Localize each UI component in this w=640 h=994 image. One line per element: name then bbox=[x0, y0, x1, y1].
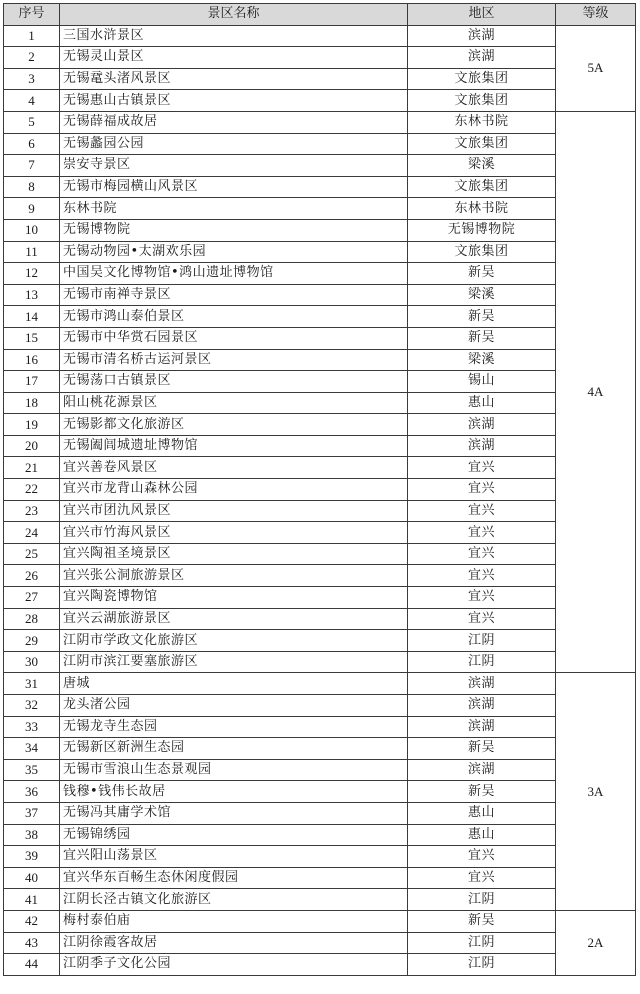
row-index: 44 bbox=[4, 954, 60, 976]
row-index: 34 bbox=[4, 738, 60, 760]
region-cell: 宜兴 bbox=[408, 543, 556, 565]
table-body bbox=[4, 25, 636, 975]
table-row bbox=[4, 695, 636, 717]
scenic-spot-name: 无锡蠡园公园 bbox=[60, 133, 408, 155]
scenic-spot-name: 宜兴张公洞旅游景区 bbox=[60, 565, 408, 587]
scenic-spot-name: 江阴市学政文化旅游区 bbox=[60, 630, 408, 652]
table-row bbox=[4, 327, 636, 349]
header-name: 景区名称 bbox=[60, 4, 408, 26]
scenic-spot-name: 江阴长泾古镇文化旅游区 bbox=[60, 889, 408, 911]
row-index: 15 bbox=[4, 327, 60, 349]
row-index: 12 bbox=[4, 263, 60, 285]
scenic-spot-name: 无锡博物院 bbox=[60, 219, 408, 241]
table-row bbox=[4, 371, 636, 393]
region-cell: 东林书院 bbox=[408, 198, 556, 220]
region-cell: 梁溪 bbox=[408, 349, 556, 371]
table-row bbox=[4, 68, 636, 90]
table-row bbox=[4, 954, 636, 976]
row-index: 41 bbox=[4, 889, 60, 911]
region-cell: 滨湖 bbox=[408, 25, 556, 47]
table-row bbox=[4, 673, 636, 695]
region-cell: 滨湖 bbox=[408, 759, 556, 781]
region-cell: 滨湖 bbox=[408, 716, 556, 738]
row-index: 9 bbox=[4, 198, 60, 220]
row-index: 27 bbox=[4, 587, 60, 609]
scenic-spot-name: 无锡市中华赏石园景区 bbox=[60, 327, 408, 349]
scenic-spot-name: 宜兴善卷风景区 bbox=[60, 457, 408, 479]
row-index: 40 bbox=[4, 867, 60, 889]
region-cell: 文旅集团 bbox=[408, 133, 556, 155]
scenic-spot-name: 无锡市鸿山泰伯景区 bbox=[60, 306, 408, 328]
scenic-spot-name: 无锡影都文化旅游区 bbox=[60, 414, 408, 436]
region-cell: 江阴 bbox=[408, 954, 556, 976]
scenic-spot-name: 江阴徐霞客故居 bbox=[60, 932, 408, 954]
row-index: 8 bbox=[4, 176, 60, 198]
region-cell: 东林书院 bbox=[408, 111, 556, 133]
table-row bbox=[4, 435, 636, 457]
table-row bbox=[4, 889, 636, 911]
table-row bbox=[4, 738, 636, 760]
row-index: 11 bbox=[4, 241, 60, 263]
scenic-spot-name: 无锡阖闾城遗址博物馆 bbox=[60, 435, 408, 457]
row-index: 32 bbox=[4, 695, 60, 717]
table-row bbox=[4, 392, 636, 414]
region-cell: 宜兴 bbox=[408, 587, 556, 609]
scenic-spot-name: 无锡鼋头渚风景区 bbox=[60, 68, 408, 90]
scenic-spot-name: 江阴市滨江要塞旅游区 bbox=[60, 651, 408, 673]
table-row bbox=[4, 867, 636, 889]
scenic-spot-name: 三国水浒景区 bbox=[60, 25, 408, 47]
scenic-spot-name: 阳山桃花源景区 bbox=[60, 392, 408, 414]
table-header-row bbox=[4, 4, 636, 26]
scenic-spot-name: 无锡新区新洲生态园 bbox=[60, 738, 408, 760]
table-row bbox=[4, 198, 636, 220]
scenic-spot-name: 唐城 bbox=[60, 673, 408, 695]
table-row bbox=[4, 349, 636, 371]
region-cell: 惠山 bbox=[408, 802, 556, 824]
region-cell: 滨湖 bbox=[408, 435, 556, 457]
region-cell: 惠山 bbox=[408, 824, 556, 846]
scenic-spot-name: 钱穆•钱伟长故居 bbox=[60, 781, 408, 803]
row-index: 18 bbox=[4, 392, 60, 414]
table-row bbox=[4, 630, 636, 652]
scenic-spot-name: 江阴季子文化公园 bbox=[60, 954, 408, 976]
table-row bbox=[4, 932, 636, 954]
scenic-spot-name: 宜兴阳山荡景区 bbox=[60, 846, 408, 868]
table-row bbox=[4, 155, 636, 177]
region-cell: 锡山 bbox=[408, 371, 556, 393]
row-index: 37 bbox=[4, 802, 60, 824]
scenic-spot-name: 无锡龙寺生态园 bbox=[60, 716, 408, 738]
row-index: 29 bbox=[4, 630, 60, 652]
region-cell: 新吴 bbox=[408, 910, 556, 932]
region-cell: 文旅集团 bbox=[408, 241, 556, 263]
row-index: 17 bbox=[4, 371, 60, 393]
row-index: 20 bbox=[4, 435, 60, 457]
scenic-spot-name: 梅村泰伯庙 bbox=[60, 910, 408, 932]
scenic-spot-name: 龙头渚公园 bbox=[60, 695, 408, 717]
table-row bbox=[4, 802, 636, 824]
row-index: 42 bbox=[4, 910, 60, 932]
region-cell: 江阴 bbox=[408, 651, 556, 673]
region-cell: 文旅集团 bbox=[408, 176, 556, 198]
row-index: 4 bbox=[4, 90, 60, 112]
region-cell: 梁溪 bbox=[408, 284, 556, 306]
table-row bbox=[4, 176, 636, 198]
table-row bbox=[4, 781, 636, 803]
table-row bbox=[4, 565, 636, 587]
scenic-spot-name: 无锡市梅园横山风景区 bbox=[60, 176, 408, 198]
row-index: 43 bbox=[4, 932, 60, 954]
scenic-spot-name: 无锡薛福成故居 bbox=[60, 111, 408, 133]
scenic-spot-name: 宜兴云湖旅游景区 bbox=[60, 608, 408, 630]
row-index: 13 bbox=[4, 284, 60, 306]
table-row bbox=[4, 608, 636, 630]
region-cell: 新吴 bbox=[408, 263, 556, 285]
row-index: 21 bbox=[4, 457, 60, 479]
grade-cell: 5A bbox=[556, 25, 636, 111]
header-region: 地区 bbox=[408, 4, 556, 26]
scenic-spot-name: 宜兴市竹海风景区 bbox=[60, 522, 408, 544]
header-index: 序号 bbox=[4, 4, 60, 26]
row-index: 23 bbox=[4, 500, 60, 522]
scenic-spot-name: 无锡市清名桥古运河景区 bbox=[60, 349, 408, 371]
table-row bbox=[4, 716, 636, 738]
header-grade: 等级 bbox=[556, 4, 636, 26]
region-cell: 宜兴 bbox=[408, 479, 556, 501]
region-cell: 宜兴 bbox=[408, 846, 556, 868]
scenic-spot-name: 崇安寺景区 bbox=[60, 155, 408, 177]
scenic-spot-name: 无锡动物园•太湖欢乐园 bbox=[60, 241, 408, 263]
scenic-spot-name: 无锡市雪浪山生态景观园 bbox=[60, 759, 408, 781]
row-index: 25 bbox=[4, 543, 60, 565]
scenic-spot-name: 宜兴市团氿风景区 bbox=[60, 500, 408, 522]
region-cell: 惠山 bbox=[408, 392, 556, 414]
region-cell: 文旅集团 bbox=[408, 90, 556, 112]
scenic-spot-name: 宜兴陶瓷博物馆 bbox=[60, 587, 408, 609]
region-cell: 无锡博物院 bbox=[408, 219, 556, 241]
table-row bbox=[4, 306, 636, 328]
table-row bbox=[4, 263, 636, 285]
region-cell: 宜兴 bbox=[408, 457, 556, 479]
region-cell: 滨湖 bbox=[408, 47, 556, 69]
region-cell: 滨湖 bbox=[408, 695, 556, 717]
region-cell: 新吴 bbox=[408, 738, 556, 760]
scenic-spot-name: 无锡惠山古镇景区 bbox=[60, 90, 408, 112]
region-cell: 江阴 bbox=[408, 889, 556, 911]
table-row bbox=[4, 479, 636, 501]
region-cell: 新吴 bbox=[408, 781, 556, 803]
scenic-spot-name: 东林书院 bbox=[60, 198, 408, 220]
scenic-spot-table bbox=[3, 3, 636, 976]
region-cell: 宜兴 bbox=[408, 565, 556, 587]
row-index: 2 bbox=[4, 47, 60, 69]
region-cell: 宜兴 bbox=[408, 522, 556, 544]
region-cell: 江阴 bbox=[408, 630, 556, 652]
region-cell: 江阴 bbox=[408, 932, 556, 954]
scenic-spot-name: 无锡市南禅寺景区 bbox=[60, 284, 408, 306]
row-index: 35 bbox=[4, 759, 60, 781]
row-index: 3 bbox=[4, 68, 60, 90]
row-index: 24 bbox=[4, 522, 60, 544]
row-index: 33 bbox=[4, 716, 60, 738]
region-cell: 宜兴 bbox=[408, 500, 556, 522]
grade-cell: 3A bbox=[556, 673, 636, 911]
region-cell: 宜兴 bbox=[408, 608, 556, 630]
region-cell: 宜兴 bbox=[408, 867, 556, 889]
table-row bbox=[4, 910, 636, 932]
row-index: 30 bbox=[4, 651, 60, 673]
row-index: 14 bbox=[4, 306, 60, 328]
scenic-spot-name: 宜兴市龙背山森林公园 bbox=[60, 479, 408, 501]
table-row bbox=[4, 47, 636, 69]
row-index: 22 bbox=[4, 479, 60, 501]
row-index: 36 bbox=[4, 781, 60, 803]
table-row bbox=[4, 219, 636, 241]
table-row bbox=[4, 457, 636, 479]
table-row bbox=[4, 90, 636, 112]
row-index: 28 bbox=[4, 608, 60, 630]
region-cell: 新吴 bbox=[408, 327, 556, 349]
table-row bbox=[4, 651, 636, 673]
row-index: 19 bbox=[4, 414, 60, 436]
table-row bbox=[4, 111, 636, 133]
table-row bbox=[4, 500, 636, 522]
scenic-spot-name: 宜兴陶祖圣境景区 bbox=[60, 543, 408, 565]
row-index: 39 bbox=[4, 846, 60, 868]
region-cell: 梁溪 bbox=[408, 155, 556, 177]
table-row bbox=[4, 824, 636, 846]
table-row bbox=[4, 846, 636, 868]
table-row bbox=[4, 759, 636, 781]
row-index: 6 bbox=[4, 133, 60, 155]
table-row bbox=[4, 133, 636, 155]
row-index: 7 bbox=[4, 155, 60, 177]
scenic-spot-name: 无锡冯其庸学术馆 bbox=[60, 802, 408, 824]
table-row bbox=[4, 587, 636, 609]
scenic-spot-name: 无锡锦绣园 bbox=[60, 824, 408, 846]
scenic-spot-name: 宜兴华东百畅生态休闲度假园 bbox=[60, 867, 408, 889]
region-cell: 滨湖 bbox=[408, 673, 556, 695]
row-index: 31 bbox=[4, 673, 60, 695]
row-index: 26 bbox=[4, 565, 60, 587]
row-index: 38 bbox=[4, 824, 60, 846]
row-index: 16 bbox=[4, 349, 60, 371]
region-cell: 滨湖 bbox=[408, 414, 556, 436]
row-index: 5 bbox=[4, 111, 60, 133]
table-row bbox=[4, 543, 636, 565]
row-index: 10 bbox=[4, 219, 60, 241]
table-row bbox=[4, 522, 636, 544]
row-index: 1 bbox=[4, 25, 60, 47]
table-row bbox=[4, 284, 636, 306]
region-cell: 文旅集团 bbox=[408, 68, 556, 90]
scenic-spot-name: 无锡灵山景区 bbox=[60, 47, 408, 69]
grade-cell: 4A bbox=[556, 111, 636, 672]
scenic-spot-name: 中国吴文化博物馆•鸿山遗址博物馆 bbox=[60, 263, 408, 285]
scenic-spot-name: 无锡荡口古镇景区 bbox=[60, 371, 408, 393]
grade-cell: 2A bbox=[556, 910, 636, 975]
region-cell: 新吴 bbox=[408, 306, 556, 328]
scenic-spot-table-container bbox=[3, 3, 636, 976]
table-row bbox=[4, 25, 636, 47]
table-row bbox=[4, 414, 636, 436]
table-row bbox=[4, 241, 636, 263]
